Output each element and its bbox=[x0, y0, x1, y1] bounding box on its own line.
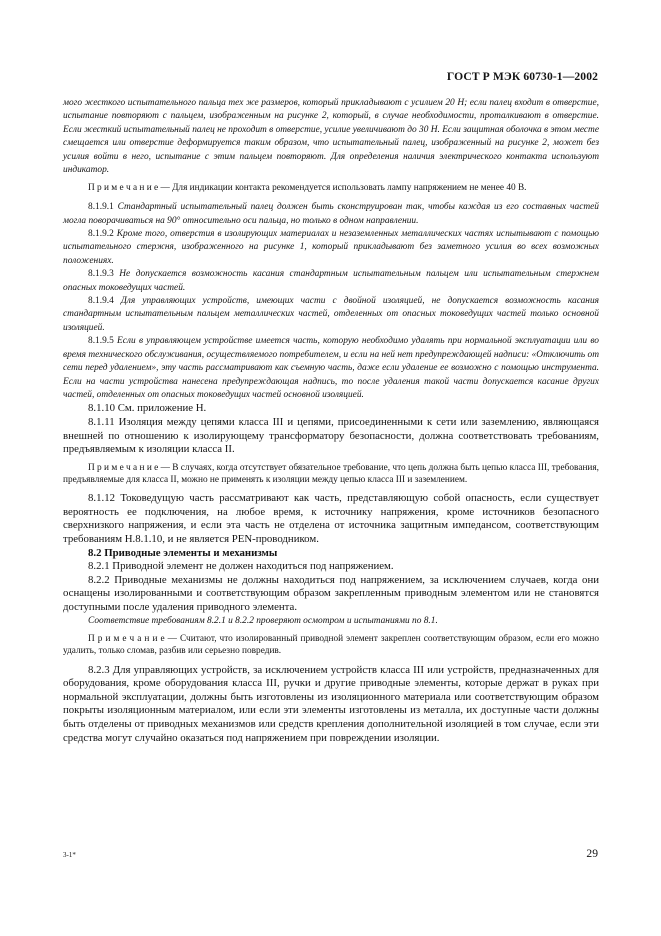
note-label: П р и м е ч а н и е — bbox=[88, 462, 170, 473]
paragraph-8-1-11: 8.1.11 Изоляция между цепями класса III и цепями, присоединенными к сети или заземлению, являющаяся внешней по отношению к изолирующему трансформатору безопасности, должна соответствовать требованиям, предъявляемым к изоляции класса II. bbox=[63, 415, 599, 456]
note-text: Для индикации контакта рекомендуется использовать лампу напряжением не менее 40 В. bbox=[169, 183, 527, 194]
paragraph-8-1-9-1 bbox=[63, 201, 599, 228]
paragraph-8-1-9-5 bbox=[63, 335, 599, 402]
clause-text: Не допускается возможность касания стандартным испытательным пальцем или испытательным стержнем опасных токоведущих частей. bbox=[63, 269, 599, 293]
paragraph-8-1-9-2 bbox=[63, 228, 599, 268]
note-contact-indication bbox=[63, 183, 599, 195]
paragraph-8-1-12: 8.1.12 Токоведущую часть рассматривают как часть, представляющую собой опасность, если существует вероятность ее подключения, на любое время, к источнику напряжения, кроме источников безопасного сверхнизкого напряжения, и если эта часть не отделена от источника защитным импедансом, соответствующим требованиям Н.8.1.10, и не является PEN-проводником. bbox=[63, 492, 599, 546]
clause-number: 8.1.9.2 bbox=[88, 229, 114, 240]
clause-text: Стандартный испытательный палец должен быть сконструирован так, чтобы каждая из его составных частей могла поворачиваться на 90° относительно оси пальца, но только в одном направлении. bbox=[63, 202, 599, 226]
clause-text: Для управляющих устройств, имеющих части с двойной изоляцией, не допускается возможность касания стандартным испытательным пальцем металлических частей, отделенных от опасных токоведущих частей только основной изоляцией. bbox=[63, 296, 599, 333]
paragraph-8-2-1: 8.2.1 Приводной элемент не должен находиться под напряжением. bbox=[88, 560, 394, 573]
page-content bbox=[63, 97, 599, 745]
clause-number: 8.1.9.5 bbox=[88, 336, 114, 347]
clause-number: 8.1.9.4 bbox=[88, 296, 114, 307]
paragraph-8-2-2: 8.2.2 Приводные механизмы не должны находиться под напряжением, за исключением случаев, когда они оснащены изолированными и соответствующим образом закрепленным приводным элементом или не становятся доступными после удаления приводного элемента. bbox=[63, 573, 599, 614]
clause-number: 8.1.9.1 bbox=[88, 202, 114, 213]
note-label: П р и м е ч а н и е — bbox=[88, 634, 177, 645]
paragraph-8-2-3: 8.2.3 Для управляющих устройств, за исключением устройств класса III или устройств, предназначенных для оборудования, кроме оборудования класса III, ручки и другие приводные элементы, которые держат в руках при нормальной эксплуатации, должны быть изготовлены из изоляционного материала или соответствующим образом покрыты изоляционным материалом, или если эти элементы изготовлены из металла, их доступные части должны быть отделены от приводных механизмов или средств крепления дополнительной изоляцией в том случае, если эти средства могут случайно оказаться под напряжением при повреждении изоляции. bbox=[63, 663, 599, 744]
paragraph-continuation: мого жесткого испытательного пальца тех же размеров, который прикладывают с усилием 20 Н; если палец входит в отверстие, испытание повторяют с пальцем, изображенным на рисунке 2, который, в случае необходимости, проталкивают в отверстие. Если жесткий испытательный палец не проходит в отверстие, усилие увеличивают до 30 Н. Если защитная оболочка в этом месте смещается или отверстие деформируется таким образом, что испытательный палец, изображенный на рисунке 2, может без усилия войти в него, испытание с этим пальцем повторяют. Для определения наличия электрического контакта используют индикатор. bbox=[63, 98, 599, 176]
note-class-iii bbox=[63, 463, 599, 487]
note-text: В случаях, когда отсутствует обязательное требование, что цепь должна быть цепью класса III, требования, предъявляемые для класса II, можно не применять к изоляции между цепью класса III и заземлением. bbox=[63, 462, 599, 485]
clause-text: Кроме того, отверстия в изолирующих материалах и незаземленных металлических частях испытывают с помощью испытательного стержня, изображенного на рисунке 1, который прикладывают без заметного усилия во всех возможных положениях. bbox=[63, 229, 599, 266]
note-text: Считают, что изолированный приводной элемент закреплен соответствующим образом, если его можно удалить, только сломав, разбив или серьезно повредив. bbox=[63, 634, 599, 656]
paragraph-8-1-10: 8.1.10 См. приложение Н. bbox=[88, 402, 207, 415]
clause-number: 8.1.9.3 bbox=[88, 269, 114, 280]
page-number: 29 bbox=[586, 847, 598, 860]
paragraph-8-2-2-compliance: Соответствие требованиям 8.2.1 и 8.2.2 проверяют осмотром и испытаниями по 8.1. bbox=[88, 615, 438, 626]
note-label: П р и м е ч а н и е — bbox=[88, 183, 170, 194]
clause-text: Если в управляющем устройстве имеется часть, которую необходимо удалять при нормальной эксплуатации или во время технического обслуживания, осуществляемого потребителем, и если на ней нет предупреждающей надписи: «Отключить от сети перед удалением», эту часть рассматривают как съемную часть, даже если удаление ее возможно с помощью инструмента. Если на части устройства нанесена предупреждающая надпись, то после удаления такой части допускается касание других частей, отделенных от опасных токоведущих частей основной изоляцией. bbox=[63, 336, 599, 400]
note-insulated-actuator bbox=[63, 634, 599, 658]
paragraph-8-1-9-4 bbox=[63, 295, 599, 335]
document-header: ГОСТ Р МЭК 60730-1—2002 bbox=[446, 70, 598, 83]
sheet-mark: 3-1* bbox=[63, 851, 76, 859]
section-heading-8-2: 8.2 Приводные элементы и механизмы bbox=[88, 546, 278, 559]
paragraph-8-1-9-3 bbox=[63, 268, 599, 295]
